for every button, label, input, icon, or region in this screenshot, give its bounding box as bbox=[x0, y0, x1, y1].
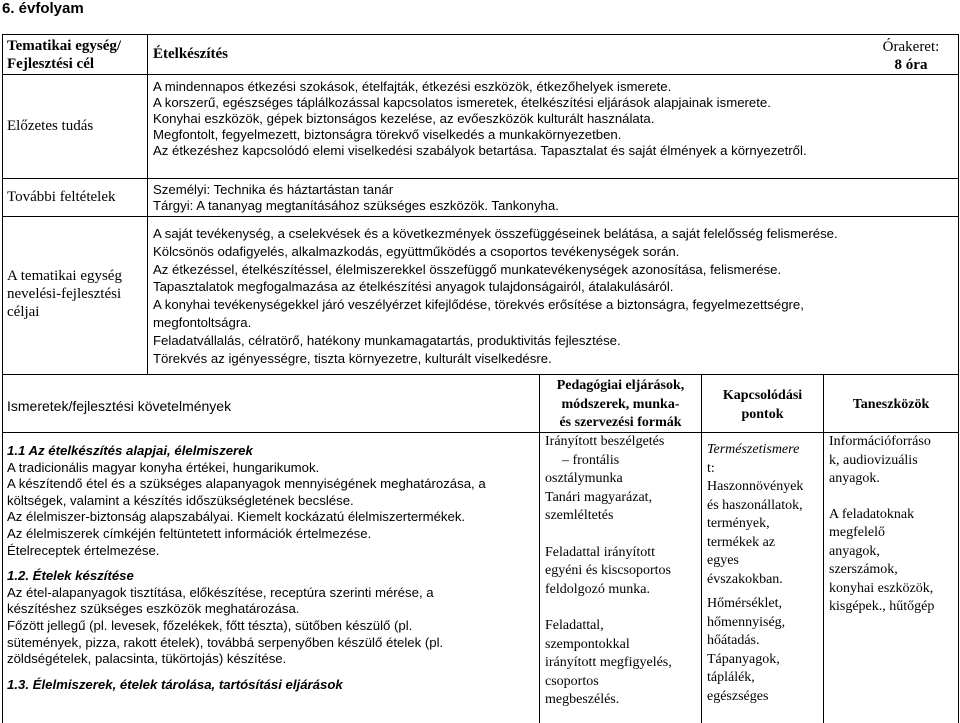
goals-text: A saját tevékenység, a cselekvések és a következmények összefüggéseinek belátása, a saját felelősség felismerése. Kölcsönös odafigyelés, alkalmazkodás, együttműködés a csoportos tevékenységek során. Az étkezéssel, ételkészítéssel, élelmiszerekkel összefüggő munkatevékenységek azonosítása, felismerése. Tapasztalatok megfogalmazása az ételkészítési anyagok tulajdonságairól, átalakulásáról. A konyhai tevékenységekkel járó veszélyérzet kifejlődése, törekvés erősítése a biztonságra, fegyelmezettségre, megfontoltságra. Feladatvállalás, célratörő, hatékony munkamagatartás, produktivitás fejlesztése. Törekvés az igényességre, tiszta környezetre, kulturált viselkedésre. bbox=[153, 226, 838, 366]
further-conditions-text: Személyi: Technika és háztartástan tanár Tárgyi: A tananyag megtanításához szükséges eszközök. Tankonyha. bbox=[153, 182, 559, 213]
connections-content: Természetismere t: Haszonnövények és haszonállatok, termények, termékek az egyes évszakokban. Hőmérséklet, hőmennyiség, hőátadás. Tápanyagok, táplálék, egészséges bbox=[707, 442, 804, 704]
tools-content: Információforráso k, audiovizuális anyagok. A feladatoknak megfelelő anyagok, szerszámok, konyhai eszközök, kisgépek., hűtőgép bbox=[829, 434, 935, 614]
topic-title: Ételkészítés bbox=[153, 46, 228, 62]
section-2-title: 1.2. Ételek készítése bbox=[7, 568, 134, 584]
grade-heading: 6. évfolyam bbox=[2, 0, 84, 17]
connections-header: Kapcsolódási pontok bbox=[722, 388, 803, 422]
further-conditions-label: További feltételek bbox=[7, 189, 116, 205]
requirements-header: Ismeretek/fejlesztési követelmények bbox=[7, 398, 232, 414]
subject-science: Természetismere bbox=[707, 442, 800, 457]
topic-label: Tematikai egység/ Fejlesztési cél bbox=[7, 38, 122, 72]
hours-box bbox=[868, 38, 954, 74]
methods-header: Pedagógiai eljárások, módszerek, munka- és szervezési formák bbox=[556, 378, 685, 430]
hours-label: Órakeret: bbox=[882, 39, 940, 55]
hours-value: 8 óra bbox=[894, 57, 928, 73]
prior-knowledge-label: Előzetes tudás bbox=[7, 118, 94, 134]
requirements-content: 1.1 Az ételkészítés alapjai, élelmiszerek A tradicionális magyar konyha értékei, hungarikumok. A készítendő étel és a szükséges alapanyagok mennyiségének meghatározása, a költségek, valamint a készítés időszükségletének becslése. Az élelmiszer-biztonság alapszabályai. Kiemelt kockázatú élelmiszertermékek. Az élelmiszerek címkéjén feltüntetett információk értelmezése. Ételreceptek értelmezése. 1.2. Ételek készítése Az étel-alapanyagok tisztítása, előkészítése, receptúra szerinti mérése, a készítéshez szükséges eszközök meghatározása. Főzött jellegű (pl. levesek, főzelékek, főtt tészta), sütőben készülő (pl. sütemények, pizza, rakott ételek), továbbá serpenyőben készülő ételek (pl. zöldségételek, palacsinta, tükörtojás) készítése. 1.3. Élelmiszerek, ételek tárolása, tartósítási eljárások bbox=[7, 443, 486, 692]
tools-header: Taneszközök bbox=[852, 397, 930, 412]
prior-knowledge-text: A mindennapos étkezési szokások, ételfajták, étkezési eszközök, étkezőhelyek ismerete. A korszerű, egészséges táplálkozással kapcsolatos ismeretek, ételkészítési eljárások alapjainak ismerete. Konyhai eszközök, gépek biztonságos kezelése, az evőeszközök kulturált használata. Megfontolt, fegyelmezett, biztonságra törekvő viselkedés a munkakörnyezetben. Az étkezéshez kapcsolódó elemi viselkedési szabályok betartása. Tapasztalat és saját élmények a környezetről. bbox=[153, 79, 807, 158]
methods-content: Irányított beszélgetés – frontális osztálymunka Tanári magyarázat, szemléltetés Feladattal irányított egyéni és kiscsoportos feldolgozó munka. Feladattal, szempontokkal irányított megfigyelés, csoportos megbeszélés. bbox=[545, 434, 672, 707]
section-1-title: 1.1 Az ételkészítés alapjai, élelmiszerek bbox=[7, 443, 253, 458]
goals-label: A tematikai egység nevelési-fejlesztési céljai bbox=[7, 268, 122, 320]
section-3-title: 1.3. Élelmiszerek, ételek tárolása, tartósítási eljárások bbox=[7, 676, 343, 692]
